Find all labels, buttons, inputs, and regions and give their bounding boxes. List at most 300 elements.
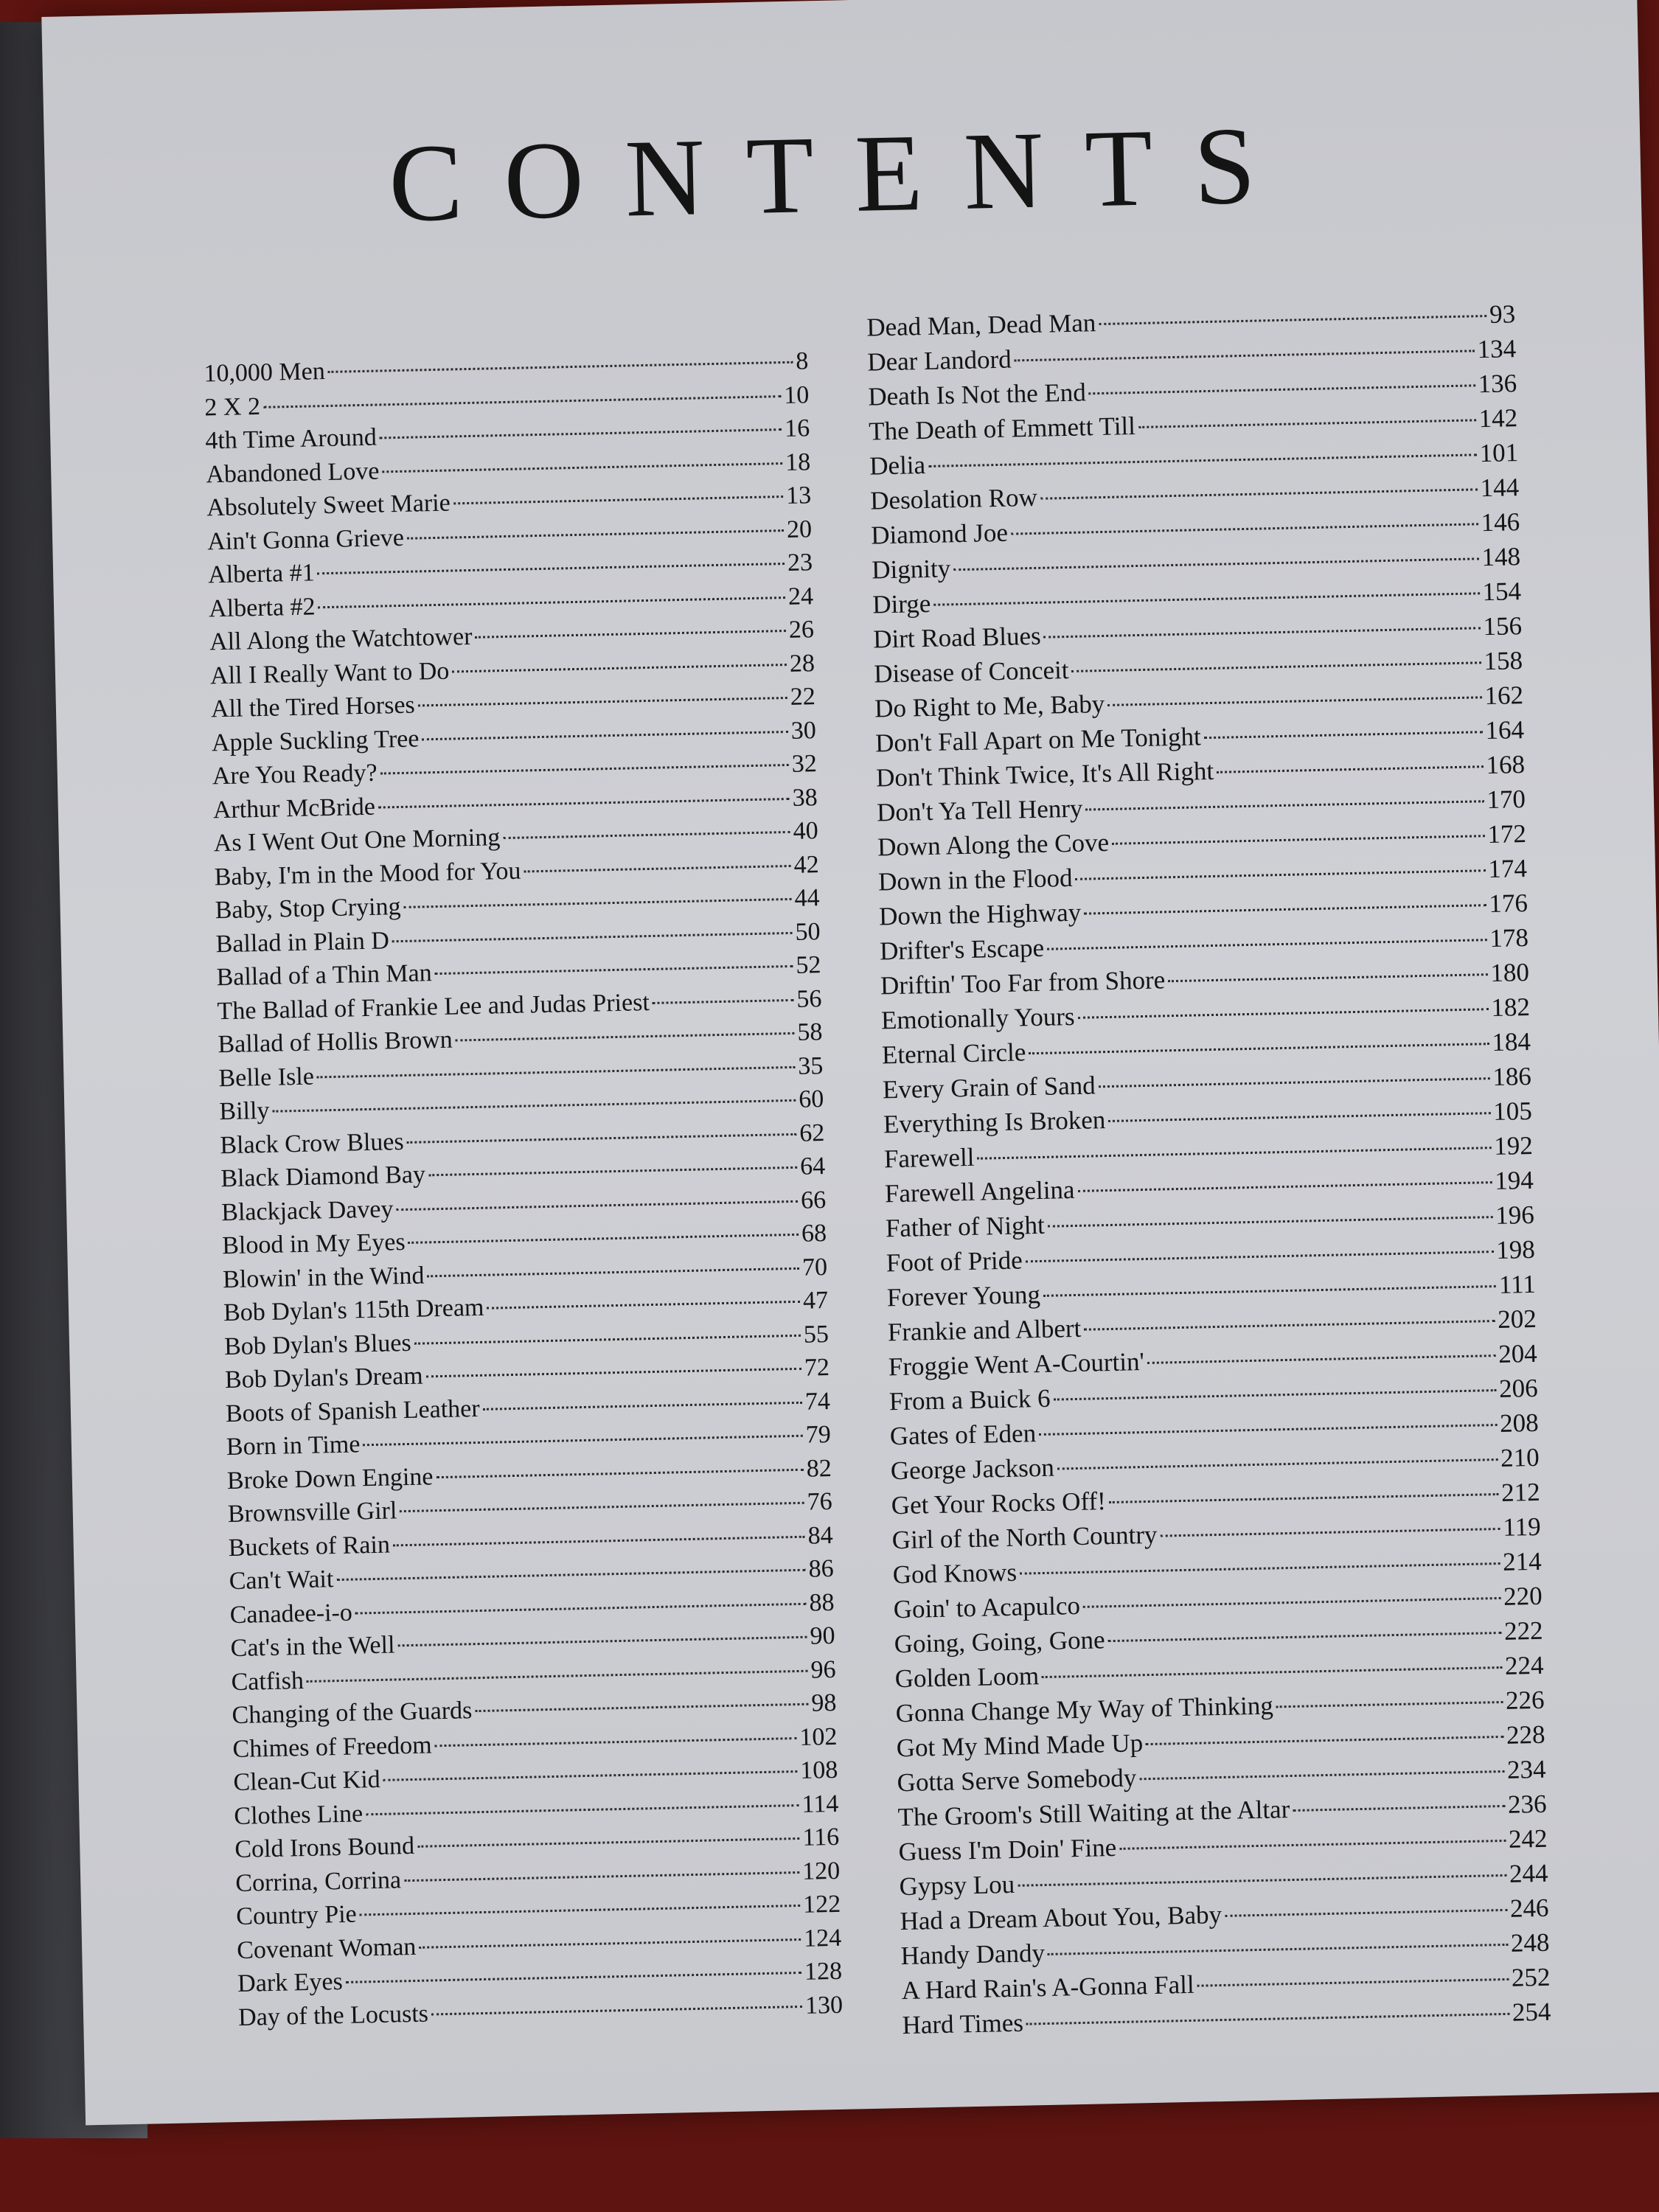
toc-entry-page: 93: [1489, 299, 1516, 329]
toc-entry-title: Cat's in the Well: [230, 1631, 395, 1663]
dot-leader: [1168, 973, 1487, 982]
toc-entry-title: A Hard Rain's A-Gonna Fall: [901, 1969, 1195, 2006]
toc-entry-page: 116: [802, 1823, 840, 1851]
toc-entry-title: Chimes of Freedom: [232, 1731, 432, 1763]
toc-entry-page: 234: [1506, 1754, 1546, 1784]
toc-entry-page: 228: [1506, 1719, 1545, 1750]
dot-leader: [487, 1301, 800, 1310]
toc-entry-title: Gates of Eden: [889, 1419, 1037, 1451]
toc-entry-title: Dead Man, Dead Man: [866, 308, 1096, 342]
dot-leader: [436, 1468, 803, 1478]
toc-entry-title: Foot of Pride: [886, 1245, 1023, 1278]
toc-entry-page: 42: [793, 850, 819, 879]
dot-leader: [1018, 1874, 1506, 1887]
toc-entry-page: 55: [803, 1320, 830, 1349]
dot-leader: [953, 557, 1478, 571]
toc-entry-page: 168: [1486, 750, 1526, 780]
dot-leader: [1072, 661, 1481, 672]
dot-leader: [360, 1905, 801, 1916]
toc-entry-page: 68: [801, 1220, 827, 1248]
toc-entry-title: Going, Going, Gone: [894, 1625, 1105, 1659]
toc-entry-page: 98: [811, 1688, 837, 1717]
toc-entry-page: 30: [790, 716, 817, 745]
toc-entry-title: 10,000 Men: [204, 358, 326, 388]
dot-leader: [1040, 488, 1478, 499]
toc-entry-page: 120: [801, 1857, 841, 1885]
toc-entry-title: Everything Is Broken: [883, 1105, 1106, 1139]
toc-entry-title: Belle Isle: [218, 1062, 315, 1092]
toc-entry-title: Baby, Stop Crying: [215, 893, 401, 925]
toc-entry-page: 156: [1483, 611, 1523, 641]
toc-entry-title: Bob Dylan's Blues: [223, 1329, 412, 1360]
toc-entry-page: 128: [804, 1957, 843, 1986]
dot-leader: [1089, 384, 1475, 394]
toc-entry-title: Death Is Not the End: [867, 378, 1087, 411]
toc-entry-title: Desolation Row: [869, 482, 1038, 515]
toc-entry-page: 111: [1498, 1269, 1537, 1299]
toc-entry-page: 186: [1492, 1061, 1532, 1092]
toc-entry-title: Ballad in Plain D: [215, 926, 390, 958]
dot-leader: [452, 664, 787, 673]
toc-entry-page: 64: [799, 1152, 826, 1180]
toc-entry-title: Blowin' in the Wind: [222, 1261, 425, 1293]
dot-leader: [272, 1099, 796, 1113]
dot-leader: [1085, 800, 1484, 810]
dot-leader: [431, 2005, 802, 2015]
dot-leader: [1293, 1805, 1505, 1812]
dot-leader: [408, 1234, 799, 1244]
toc-entry-title: Guess I'm Doin' Fine: [898, 1832, 1117, 1867]
dot-leader: [1084, 1320, 1495, 1331]
toc-entry-page: 182: [1490, 992, 1531, 1023]
toc-entry-title: Had a Dream About You, Baby: [900, 1900, 1222, 1936]
dot-leader: [1047, 939, 1486, 950]
dot-leader: [382, 462, 782, 473]
toc-entry-page: 208: [1499, 1408, 1540, 1438]
toc-entry-page: 194: [1494, 1165, 1534, 1196]
toc-entry-title: Down Along the Cove: [877, 827, 1110, 862]
toc-entry-page: 13: [785, 481, 812, 509]
toc-entry-page: 244: [1509, 1858, 1548, 1888]
toc-entry-page: 16: [784, 414, 810, 442]
dot-leader: [475, 630, 786, 639]
toc-entry-title: Father of Night: [885, 1210, 1046, 1243]
toc-entry-title: Blackjack Davey: [220, 1194, 394, 1226]
toc-entry-title: Farewell: [883, 1142, 975, 1174]
toc-entry-page: 79: [805, 1420, 832, 1449]
dot-leader: [1099, 315, 1486, 325]
toc-entry-page: 248: [1510, 1927, 1550, 1958]
toc-entry-title: Eternal Circle: [881, 1037, 1026, 1070]
dot-leader: [1084, 904, 1486, 914]
toc-entry-page: 148: [1481, 542, 1521, 572]
toc-entry-title: Emotionally Yours: [880, 1001, 1075, 1035]
dot-leader: [263, 395, 781, 408]
toc-entry-page: 18: [785, 448, 811, 476]
toc-entry-title: As I Went Out One Morning: [213, 824, 501, 858]
dot-leader: [435, 965, 793, 975]
toc-entry-title: The Ballad of Frankie Lee and Judas Priest: [217, 988, 650, 1025]
dot-leader: [1197, 1978, 1509, 1987]
toc-entry-title: Absolutely Sweet Marie: [206, 489, 451, 522]
contents-page: [41, 0, 1659, 2125]
toc-entry-page: 26: [788, 616, 815, 644]
dot-leader: [483, 1401, 802, 1410]
toc-entry-page: 220: [1503, 1581, 1543, 1611]
toc-entry-page: 44: [794, 884, 820, 912]
dot-leader: [1039, 1424, 1497, 1436]
toc-entry-page: 108: [799, 1756, 838, 1784]
dot-leader: [363, 1435, 803, 1446]
dot-leader: [1054, 1389, 1497, 1401]
dot-leader: [366, 1804, 799, 1815]
toc-entry-title: Country Pie: [235, 1900, 358, 1931]
toc-entry-title: Gonna Change My Way of Thinking: [895, 1691, 1274, 1728]
toc-entry-page: 102: [799, 1722, 838, 1751]
toc-entry-title: Golden Loom: [894, 1661, 1040, 1694]
toc-entry-title: Blood in My Eyes: [221, 1228, 406, 1260]
toc-entry-title: Billy: [219, 1096, 270, 1126]
dot-leader: [456, 1032, 795, 1042]
toc-entry-title: Dirt Road Blues: [872, 621, 1042, 654]
dot-leader: [1029, 1043, 1489, 1054]
toc-entry-page: 90: [810, 1621, 835, 1650]
toc-entry-page: 172: [1487, 819, 1527, 849]
dot-leader: [1204, 731, 1483, 739]
toc-entry-page: 226: [1505, 1685, 1545, 1715]
toc-entry-page: 174: [1488, 854, 1528, 884]
toc-entry-page: 28: [789, 649, 815, 678]
toc-entry-title: Alberta #1: [207, 559, 316, 589]
dot-leader: [378, 797, 790, 808]
dot-leader: [1107, 696, 1481, 706]
dot-leader: [1119, 1840, 1506, 1850]
dot-leader: [1026, 2013, 1509, 2025]
dot-leader: [933, 592, 1479, 606]
toc-entry-page: 8: [795, 347, 809, 375]
toc-entry-page: 52: [796, 951, 821, 979]
toc-entry-page: 154: [1482, 577, 1522, 607]
dot-leader: [653, 998, 794, 1004]
toc-entry-title: The Death of Emmett Till: [868, 411, 1136, 446]
toc-entry-title: George Jackson: [890, 1453, 1055, 1486]
dot-leader: [417, 1837, 800, 1848]
dot-leader: [503, 831, 790, 839]
dot-leader: [407, 1133, 797, 1143]
toc-entry-page: 66: [800, 1186, 827, 1214]
toc-entry-page: 56: [796, 984, 822, 1013]
toc-entry-title: Day of the Locusts: [237, 2000, 429, 2031]
toc-entry-page: 96: [810, 1655, 836, 1684]
toc-entry-title: Gypsy Lou: [899, 1869, 1015, 1902]
dot-leader: [414, 1334, 801, 1344]
toc-entry-title: Clothes Line: [234, 1799, 364, 1830]
toc-entry-title: Down the Highway: [878, 897, 1082, 931]
toc-entry-page: 136: [1478, 369, 1517, 399]
toc-entry-page: 101: [1479, 438, 1519, 468]
toc-entry-page: 144: [1480, 473, 1520, 503]
dot-leader: [1146, 1736, 1503, 1745]
dot-leader: [317, 1065, 796, 1078]
toc-entry-title: Baby, I'm in the Mood for You: [214, 857, 521, 891]
toc-entry-page: 40: [793, 817, 819, 845]
toc-entry-title: Alberta #2: [208, 592, 316, 622]
toc-entry-page: 62: [799, 1119, 825, 1147]
dot-leader: [383, 1770, 798, 1781]
toc-entry-page: 210: [1500, 1442, 1540, 1472]
toc-entry-title: Abandoned Love: [205, 457, 380, 488]
toc-entry-title: Can't Wait: [229, 1565, 334, 1596]
toc-entry-page: 10: [783, 380, 810, 409]
dot-leader: [346, 1972, 801, 1983]
toc-entry-title: Drifter's Escape: [879, 933, 1045, 966]
toc-entry-page: 22: [790, 683, 816, 711]
toc-entry-title: Arthur McBride: [212, 793, 376, 824]
toc-entry-title: Cold Irons Bound: [234, 1832, 415, 1864]
toc-entry-title: Froggie Went A-Courtin': [888, 1347, 1145, 1382]
toc-entry-page: 76: [807, 1487, 833, 1516]
dot-leader: [1225, 1909, 1507, 1917]
toc-entry-page: 124: [803, 1924, 842, 1952]
toc-entry-page: 38: [792, 783, 818, 812]
dot-leader: [1147, 1354, 1495, 1364]
toc-entry-title: Forever Young: [886, 1279, 1041, 1312]
toc-entry-page: 58: [796, 1018, 823, 1046]
toc-entry-page: 236: [1507, 1789, 1547, 1819]
toc-entry-title: Dark Eyes: [237, 1968, 344, 1997]
dot-leader: [307, 1669, 808, 1682]
toc-entry-title: From a Buick 6: [888, 1383, 1051, 1416]
toc-entry-title: Dignity: [871, 554, 951, 585]
toc-entry-page: 130: [804, 1991, 844, 2020]
dot-leader: [1020, 1562, 1500, 1575]
toc-entry-page: 158: [1484, 646, 1523, 676]
dot-leader: [318, 563, 785, 574]
dot-leader: [319, 597, 785, 608]
dot-leader: [1042, 1666, 1502, 1678]
dot-leader: [1108, 1632, 1502, 1642]
toc-entry-title: Canadee-i-o: [229, 1599, 353, 1629]
toc-entry-title: 4th Time Around: [204, 423, 378, 455]
toc-entry-title: Don't Fall Apart on Me Tonight: [874, 722, 1202, 758]
toc-entry-title: 2 X 2: [204, 392, 261, 421]
dot-leader: [427, 1267, 799, 1277]
dot-leader: [328, 361, 793, 373]
toc-entry-page: 23: [787, 549, 813, 577]
dot-leader: [404, 1871, 799, 1881]
page-title: CONTENTS: [387, 103, 1298, 246]
dot-leader: [524, 864, 790, 872]
toc-entry-title: Got My Mind Made Up: [896, 1728, 1144, 1763]
dot-leader: [418, 697, 787, 706]
toc-entry-title: Clean-Cut Kid: [233, 1765, 381, 1797]
toc-entry-page: 86: [808, 1554, 834, 1583]
toc-entry-page: 142: [1478, 403, 1518, 434]
toc-entry-title: Gotta Serve Somebody: [897, 1763, 1137, 1798]
dot-leader: [1044, 627, 1481, 638]
toc-entry-title: Bob Dylan's Dream: [224, 1362, 424, 1394]
toc-entry-page: 202: [1497, 1304, 1537, 1334]
dot-leader: [1011, 523, 1478, 535]
toc-entry-page: 47: [802, 1287, 829, 1315]
toc-entry-title: God Knows: [892, 1557, 1018, 1590]
dot-leader: [380, 764, 789, 775]
toc-entry-title: Delia: [869, 451, 926, 481]
toc-entry-page: 164: [1485, 715, 1525, 745]
dot-leader: [1138, 419, 1476, 428]
toc-entry-page: 114: [801, 1790, 839, 1818]
dot-leader: [1077, 1181, 1492, 1192]
toc-entry-title: Do Right to Me, Baby: [874, 689, 1105, 723]
toc-entry-page: 196: [1495, 1200, 1535, 1231]
dot-leader: [380, 428, 782, 439]
dot-leader: [1276, 1701, 1503, 1708]
dot-leader: [393, 1535, 805, 1546]
toc-entry-title: Goin' to Acapulco: [893, 1590, 1081, 1624]
dot-leader: [419, 1938, 801, 1948]
toc-entry-title: Ain't Gonna Grieve: [206, 524, 405, 555]
dot-leader: [355, 1602, 807, 1614]
toc-entry-title: Corrina, Corrina: [234, 1865, 402, 1897]
toc-entry-page: 105: [1492, 1096, 1533, 1127]
toc-entry-title: Don't Think Twice, It's All Right: [875, 756, 1214, 793]
toc-entry-title: Handy Dandy: [900, 1938, 1046, 1971]
dot-leader: [1112, 835, 1484, 845]
toc-entry-page: 60: [798, 1085, 824, 1113]
toc-entry-page: 242: [1508, 1823, 1548, 1854]
toc-entry-page: 74: [804, 1387, 831, 1416]
dot-leader: [1048, 1944, 1508, 1955]
toc-entry-title: All I Really Want to Do: [209, 657, 450, 689]
toc-entry-page: 198: [1495, 1234, 1536, 1265]
toc-right-column: [866, 299, 1551, 2045]
toc-entry-page: 214: [1502, 1546, 1543, 1576]
toc-entry-title: Dear Landord: [866, 344, 1012, 377]
toc-entry-page: 176: [1488, 888, 1528, 919]
toc-entry-title: Covenant Woman: [236, 1933, 417, 1964]
toc-entry-title: Frankie and Albert: [887, 1313, 1082, 1347]
dot-leader: [336, 1569, 805, 1581]
toc-entry-title: Ballad of Hollis Brown: [218, 1026, 453, 1059]
dot-leader: [1139, 1770, 1504, 1780]
dot-leader: [1048, 1216, 1493, 1228]
toc-entry-title: All Along the Watchtower: [209, 622, 473, 656]
dot-leader: [1043, 1285, 1496, 1297]
toc-entry-page: 178: [1489, 923, 1529, 953]
dot-leader: [407, 529, 784, 540]
toc-entry-title: Bob Dylan's 115th Dream: [223, 1293, 484, 1327]
dot-leader: [1108, 1112, 1490, 1122]
toc-entry-title: Down in the Flood: [877, 863, 1073, 897]
toc-entry-page: 246: [1509, 1893, 1549, 1923]
toc-entry-page: 72: [804, 1354, 830, 1382]
toc-entry-title: Get Your Rocks Off!: [891, 1486, 1107, 1520]
dot-leader: [1160, 1528, 1500, 1537]
dot-leader: [1026, 1251, 1494, 1262]
toc-entry-title: Catfish: [231, 1666, 305, 1696]
toc-entry-page: 192: [1493, 1130, 1534, 1161]
toc-entry-title: Farewell Angelina: [884, 1175, 1075, 1208]
toc-entry-page: 180: [1489, 958, 1530, 988]
toc-entry-title: Changing of the Guards: [232, 1697, 473, 1730]
dot-leader: [475, 1703, 808, 1712]
toc-entry-page: 184: [1491, 1026, 1531, 1057]
toc-entry-page: 222: [1503, 1615, 1543, 1646]
toc-entry-title: Disease of Conceit: [873, 655, 1069, 689]
toc-entry-title: Broke Down Engine: [226, 1462, 434, 1495]
dot-leader: [1109, 1493, 1498, 1503]
toc-entry-page: 24: [787, 582, 814, 611]
toc-entry-page: 134: [1477, 334, 1517, 364]
toc-entry-title: Every Grain of Sand: [882, 1071, 1096, 1105]
toc-entry-title: Ballad of a Thin Man: [216, 959, 433, 992]
dot-leader: [428, 1166, 797, 1176]
toc-entry-title: Black Diamond Bay: [220, 1161, 426, 1193]
toc-entry-page: 119: [1503, 1512, 1542, 1542]
toc-entry-title: All the Tired Horses: [210, 691, 416, 723]
dot-leader: [435, 1737, 797, 1747]
dot-leader: [396, 1200, 798, 1210]
toc-entry-title: Brownsville Girl: [227, 1497, 397, 1528]
toc-entry-title: Buckets of Rain: [228, 1531, 391, 1562]
dot-leader: [400, 1502, 804, 1512]
toc-entry-page: 35: [797, 1051, 824, 1080]
toc-entry-title: Dirge: [872, 588, 931, 619]
dot-leader: [1083, 1597, 1500, 1608]
toc-entry-page: 254: [1512, 1997, 1551, 2027]
dot-leader: [392, 931, 793, 942]
toc-entry-page: 170: [1486, 785, 1526, 815]
dot-leader: [977, 1147, 1491, 1160]
toc-entry-title: Born in Time: [226, 1430, 361, 1461]
toc-entry-page: 224: [1504, 1650, 1544, 1680]
toc-entry-page: 20: [786, 515, 813, 543]
toc-entry-title: Don't Ya Tell Henry: [876, 793, 1083, 827]
toc-entry-page: 146: [1481, 507, 1520, 538]
toc-entry-title: Hard Times: [902, 2008, 1024, 2040]
toc-entry-page: 84: [807, 1521, 834, 1550]
dot-leader: [1076, 869, 1486, 880]
toc-entry-page: 82: [806, 1454, 832, 1483]
dot-leader: [1015, 349, 1475, 361]
dot-leader: [453, 495, 783, 504]
dot-leader: [1078, 1008, 1489, 1019]
dot-leader: [404, 898, 792, 908]
toc-left-column: [204, 347, 843, 2037]
dot-leader: [1217, 765, 1483, 773]
toc-entry-page: 50: [795, 917, 821, 946]
toc-entry-title: Apple Suckling Tree: [211, 724, 420, 757]
dot-leader: [928, 453, 1477, 467]
dot-leader: [426, 1368, 801, 1378]
toc-entry-page: 162: [1484, 681, 1524, 711]
toc-entry-title: Boots of Spanish Leather: [225, 1394, 480, 1427]
dot-leader: [1099, 1077, 1490, 1088]
toc-entry-title: Diamond Joe: [870, 518, 1009, 550]
dot-leader: [397, 1636, 807, 1647]
dot-leader: [1057, 1458, 1498, 1470]
toc-entry-page: 32: [791, 750, 818, 778]
toc-entry-page: 122: [802, 1890, 841, 1919]
toc-entry-title: Girl of the North Country: [891, 1520, 1158, 1555]
toc-entry-page: 252: [1511, 1962, 1551, 1992]
toc-entry-title: Black Crow Blues: [220, 1127, 405, 1159]
toc-entry-title: Are You Ready?: [212, 759, 378, 790]
dot-leader: [422, 730, 788, 740]
toc-entry-page: 212: [1500, 1477, 1541, 1507]
toc-entry-page: 206: [1498, 1373, 1539, 1403]
toc-entry-page: 204: [1498, 1338, 1538, 1368]
